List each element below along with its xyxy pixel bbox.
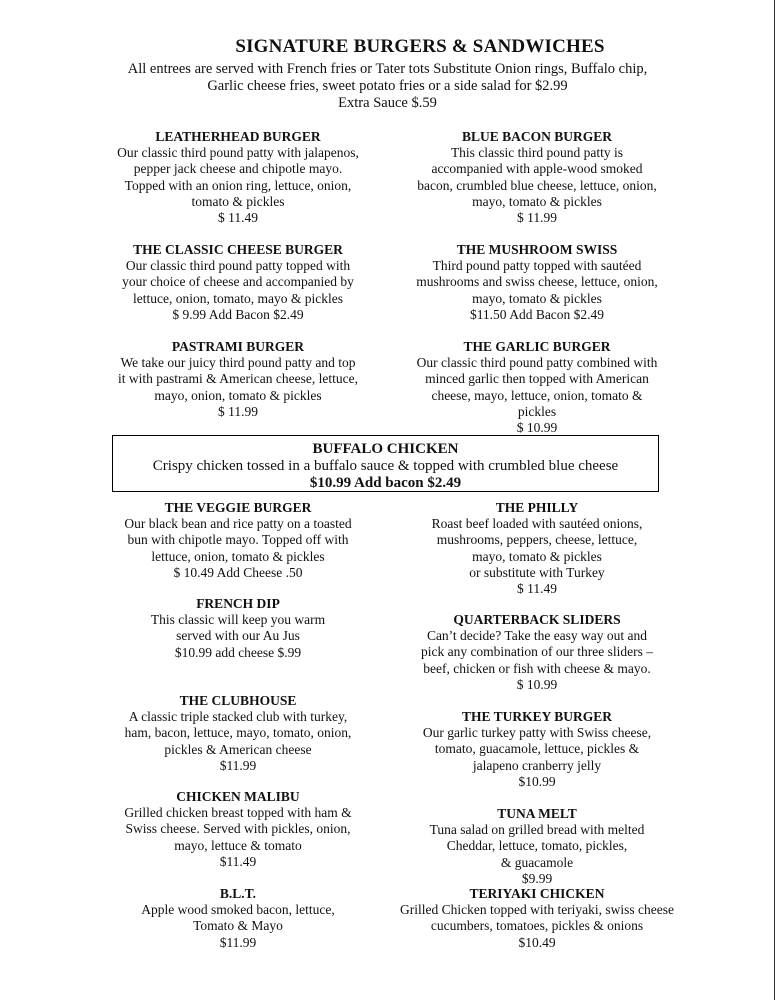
item-line: tomato & pickles [191, 193, 285, 209]
item-line: ham, bacon, lettuce, mayo, tomato, onion, [124, 725, 352, 741]
item-price: $ 10.49 Add Cheese .50 [173, 564, 303, 580]
item-line: This classic will keep you warm [150, 612, 326, 628]
menu-item-teriyaki-chicken [372, 886, 702, 951]
item-price: $ 9.99 Add Bacon $2.49 [172, 306, 304, 322]
item-line: Tuna salad on grilled bread with melted [429, 822, 645, 838]
menu-item-mushroom-swiss [372, 242, 702, 323]
item-price: $11.49 [219, 853, 257, 869]
item-line: A classic triple stacked club with turkey, [128, 709, 348, 725]
menu-intro [0, 61, 775, 112]
item-name: PASTRAMI BURGER [171, 339, 305, 354]
featured-item-box [112, 435, 659, 492]
featured-item-name: BUFFALO CHICKEN [312, 441, 459, 457]
intro-line: Extra Sauce $.59 [338, 95, 437, 111]
item-line: jalapeno cranberry jelly [472, 757, 602, 773]
item-line: mayo, tomato & pickles [472, 290, 602, 306]
item-price: $ 11.99 [517, 210, 557, 226]
item-line: Grilled chicken breast topped with ham & [124, 805, 352, 821]
item-line: minced garlic then topped with American [425, 371, 649, 387]
item-price: $11.99 [219, 757, 257, 773]
item-name: THE TURKEY BURGER [461, 709, 613, 724]
item-price: $ 10.99 [516, 420, 558, 436]
item-line: mayo, onion, tomato & pickles [154, 387, 322, 403]
item-name: THE PHILLY [495, 500, 579, 515]
item-line: pick any combination of our three sliders – [420, 644, 654, 660]
item-name: TERIYAKI CHICKEN [469, 886, 605, 901]
item-price: $ 11.49 [218, 210, 258, 226]
item-name: THE CLUBHOUSE [179, 693, 297, 708]
item-line: Third pound patty topped with sautéed [432, 258, 642, 274]
item-line: Topped with an onion ring, lettuce, onion, [124, 177, 352, 193]
menu-item-chicken-malibu [73, 789, 403, 870]
item-line: cucumbers, tomatoes, pickles & onions [430, 918, 644, 934]
item-line: mushrooms and swiss cheese, lettuce, onion, [416, 274, 658, 290]
item-line: & guacamole [500, 854, 574, 870]
menu-item-quarterback-sliders [372, 612, 702, 693]
item-line: pickles & American cheese [164, 741, 312, 757]
item-line: pickles [517, 403, 557, 419]
item-price: $ 11.49 [517, 581, 557, 597]
item-price: $9.99 [521, 870, 553, 886]
item-name: TUNA MELT [497, 806, 577, 821]
item-name: QUARTERBACK SLIDERS [453, 612, 621, 627]
item-line: served with our Au Jus [176, 628, 300, 644]
item-name: LEATHERHEAD BURGER [155, 129, 321, 144]
item-line: mayo, tomato & pickles [472, 193, 602, 209]
item-name: THE GARLIC BURGER [463, 339, 611, 354]
featured-item-description: Crispy chicken tossed in a buffalo sauce & topped with crumbled blue cheese [152, 458, 619, 474]
item-line: Swiss cheese. Served with pickles, onion, [125, 821, 351, 837]
item-price: $10.49 [518, 934, 556, 950]
item-line: pepper jack cheese and chipotle mayo. [133, 161, 343, 177]
item-line: Our garlic turkey patty with Swiss cheese, [422, 725, 652, 741]
item-line: mayo, lettuce & tomato [174, 837, 302, 853]
item-name: THE MUSHROOM SWISS [456, 242, 618, 257]
item-price: $10.99 [518, 773, 556, 789]
item-price: $11.99 [219, 934, 257, 950]
item-price: $ 11.99 [218, 403, 258, 419]
item-price: $10.99 add cheese $.99 [174, 644, 302, 660]
item-line: mayo, tomato & pickles [472, 548, 602, 564]
item-name: BLUE BACON BURGER [461, 129, 613, 144]
item-line: lettuce, onion, tomato, mayo & pickles [133, 290, 343, 306]
item-line: Our classic third pound patty combined with [416, 355, 658, 371]
menu-item-clubhouse [73, 693, 403, 774]
featured-item-price: $10.99 Add bacon $2.49 [309, 475, 462, 491]
item-line: Our black bean and rice patty on a toasted [124, 516, 352, 532]
item-name: FRENCH DIP [196, 596, 280, 611]
item-line: Can’t decide? Take the easy way out and [426, 628, 648, 644]
item-line: Grilled Chicken topped with teriyaki, swiss cheese [399, 902, 675, 918]
menu-item-blue-bacon-burger [372, 129, 702, 226]
item-price: $ 10.99 [516, 676, 558, 692]
item-line: beef, chicken or fish with cheese & mayo. [423, 660, 651, 676]
intro-line: Garlic cheese fries, sweet potato fries or a side salad for $2.99 [207, 78, 568, 94]
item-line: Cheddar, lettuce, tomato, pickles, [446, 838, 628, 854]
item-line: Apple wood smoked bacon, lettuce, [141, 902, 335, 918]
item-name: THE CLASSIC CHEESE BURGER [133, 242, 343, 257]
item-line: bun with chipotle mayo. Topped off with [127, 532, 349, 548]
item-line: tomato, guacamole, lettuce, pickles & [434, 741, 640, 757]
menu-item-tuna-melt [372, 806, 702, 887]
item-price: $11.50 Add Bacon $2.49 [469, 306, 605, 322]
page-title: SIGNATURE BURGERS & SANDWICHES [235, 36, 605, 57]
menu-item-french-dip [73, 596, 403, 661]
menu-item-veggie-burger [73, 500, 403, 581]
item-name: CHICKEN MALIBU [176, 789, 300, 804]
menu-item-classic-cheese-burger [73, 242, 403, 323]
menu-item-garlic-burger [372, 339, 702, 436]
item-name: B.L.T. [219, 886, 257, 901]
item-line: mushrooms, peppers, cheese, lettuce, [436, 532, 638, 548]
item-line: Tomato & Mayo [193, 918, 283, 934]
item-name: THE VEGGIE BURGER [164, 500, 312, 515]
item-line: Our classic third pound patty topped with [125, 258, 351, 274]
item-line: cheese, mayo, lettuce, onion, tomato & [431, 387, 643, 403]
menu-item-philly [372, 500, 702, 597]
item-line: Roast beef loaded with sautéed onions, [431, 516, 643, 532]
menu-item-pastrami-burger [73, 339, 403, 420]
intro-line: All entrees are served with French fries or Tater tots Substitute Onion rings, Buffalo chip, [127, 61, 648, 77]
item-line: This classic third pound patty is [450, 145, 624, 161]
item-line: We take our juicy third pound patty and top [120, 355, 356, 371]
item-line: lettuce, onion, tomato & pickles [151, 548, 325, 564]
item-line: or substitute with Turkey [469, 564, 605, 580]
item-line: it with pastrami & American cheese, lettuce, [118, 371, 358, 387]
menu-item-blt [73, 886, 403, 951]
item-line: bacon, crumbled blue cheese, lettuce, onion, [417, 177, 657, 193]
item-line: accompanied with apple-wood smoked [431, 161, 643, 177]
menu-item-turkey-burger [372, 709, 702, 790]
item-line: your choice of cheese and accompanied by [122, 274, 354, 290]
menu-item-leatherhead-burger [73, 129, 403, 226]
item-line: Our classic third pound patty with jalapenos, [117, 145, 359, 161]
